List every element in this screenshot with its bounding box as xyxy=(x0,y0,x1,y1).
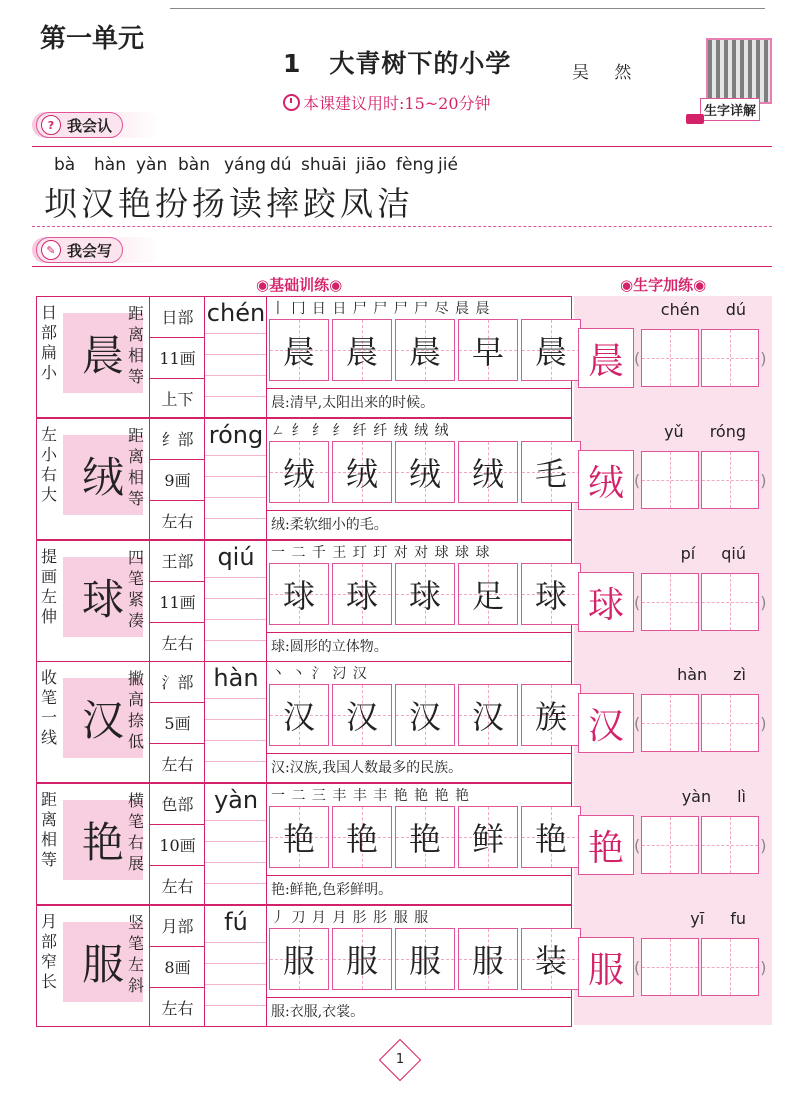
char-info xyxy=(149,784,205,904)
magnifier-icon: ? xyxy=(41,115,61,135)
practice-boxes xyxy=(578,450,768,510)
char-card xyxy=(36,905,572,1027)
grid-char: 汉 xyxy=(471,698,504,736)
grid-char: 绒 xyxy=(345,455,378,493)
basic-label-text: 基础训练 xyxy=(269,276,330,294)
pinyin-box xyxy=(204,419,267,539)
grid-cell[interactable] xyxy=(395,684,455,746)
answer-box[interactable] xyxy=(641,451,699,509)
write-tag xyxy=(36,237,123,263)
extra-practice-row xyxy=(578,665,768,753)
grid-cell[interactable] xyxy=(269,319,329,381)
stroke-order: 丶 丶 氵 汈 汉 xyxy=(271,666,368,682)
grid-cell[interactable] xyxy=(458,319,518,381)
grid-char: 绒 xyxy=(408,455,441,493)
practice-area xyxy=(266,297,571,417)
grid-cell[interactable] xyxy=(521,441,581,503)
stroke-count: 10画 xyxy=(150,825,205,866)
recognize-label: 我会认 xyxy=(67,116,113,135)
grid-cell[interactable] xyxy=(521,319,581,381)
char-pinyin: qiú xyxy=(205,543,267,571)
answer-box[interactable] xyxy=(641,573,699,631)
practice-model-char: 服 xyxy=(578,937,634,997)
pinyin-box xyxy=(204,297,267,417)
practice-word-pinyin: yī xyxy=(690,909,705,928)
practice-model-char: 晨 xyxy=(578,328,634,388)
radical: 王部 xyxy=(150,541,205,582)
grid-cell[interactable] xyxy=(521,684,581,746)
lesson-title xyxy=(283,44,511,80)
char-card xyxy=(36,661,572,783)
answer-box[interactable] xyxy=(701,573,759,631)
write-rule xyxy=(32,266,772,267)
grid-char: 晨 xyxy=(534,333,567,371)
practice-area xyxy=(266,906,571,1026)
grid-char: 鲜 xyxy=(471,820,504,858)
answer-box[interactable] xyxy=(641,694,699,752)
grid-cell[interactable] xyxy=(395,563,455,625)
grid-cell[interactable] xyxy=(269,928,329,990)
practice-word-pinyin: yǔ xyxy=(664,422,684,441)
recognize-tag xyxy=(36,112,123,138)
answer-box[interactable] xyxy=(641,816,699,874)
pinyin-1: hàn xyxy=(94,155,126,175)
extra-label-text: 生字加练 xyxy=(633,276,694,294)
grid-cell[interactable] xyxy=(395,928,455,990)
grid-char: 球 xyxy=(408,577,441,615)
recognize-rule xyxy=(32,146,772,147)
stroke-order: 一 二 三 丰 丰 丰 艳 艳 艳 艳 xyxy=(271,788,471,804)
grid-char: 晨 xyxy=(345,333,378,371)
model-char: 服 xyxy=(63,922,143,1002)
stroke-order: 丿 刀 月 月 肜 肜 服 服 xyxy=(271,910,430,926)
tracing-grid xyxy=(269,563,584,625)
tracing-grid xyxy=(269,441,584,503)
answer-box[interactable] xyxy=(701,451,759,509)
meaning: 球:圆形的立体物。 xyxy=(267,632,571,661)
lesson-title-text: 大青树下的小学 xyxy=(329,49,512,78)
pinyin-box xyxy=(204,541,267,661)
practice-pinyin xyxy=(578,300,768,326)
grid-char: 汉 xyxy=(408,698,441,736)
pinyin-3: bàn xyxy=(178,155,210,175)
answer-box[interactable] xyxy=(701,329,759,387)
time-hint-text: 本课建议用时:15~20分钟 xyxy=(303,94,491,113)
structure-tip: 竖笔左斜 xyxy=(127,913,144,995)
grid-char: 艳 xyxy=(282,820,315,858)
time-hint xyxy=(283,91,491,114)
char-card xyxy=(36,783,572,905)
model-char: 汉 xyxy=(63,678,143,758)
answer-box[interactable] xyxy=(641,938,699,996)
char-pinyin: yàn xyxy=(205,786,267,814)
tracing-grid xyxy=(269,319,584,381)
answer-parens: ( ) xyxy=(634,451,767,509)
grid-char: 足 xyxy=(471,577,504,615)
extra-practice-row xyxy=(578,300,768,388)
basic-training-label: ◉基础训练◉ xyxy=(256,276,343,294)
answer-box[interactable] xyxy=(701,938,759,996)
practice-word-pinyin: chén xyxy=(660,300,700,319)
answer-box[interactable] xyxy=(701,816,759,874)
model-char: 艳 xyxy=(63,800,143,880)
practice-area xyxy=(266,541,571,661)
radical: 月部 xyxy=(150,906,205,947)
structure: 上下 xyxy=(161,390,194,410)
extra-practice-row xyxy=(578,544,768,632)
practice-boxes xyxy=(578,693,768,753)
grid-char: 绒 xyxy=(471,455,504,493)
qr-label[interactable]: 生字详解 xyxy=(700,98,760,121)
pinyin-2: yàn xyxy=(136,155,168,175)
grid-cell[interactable] xyxy=(269,684,329,746)
meaning: 绒:柔软细小的毛。 xyxy=(267,510,571,539)
writing-hint: 距离相等 xyxy=(40,790,57,869)
practice-word-pinyin: yàn xyxy=(681,787,712,806)
model-char: 绒 xyxy=(63,435,143,515)
practice-word-pinyin: fu xyxy=(730,909,746,928)
structure: 左右 xyxy=(161,755,194,775)
meaning: 晨:清早,太阳出来的时候。 xyxy=(267,388,571,417)
pinyin-box xyxy=(204,662,267,782)
structure-tip: 距离相等 xyxy=(127,426,144,508)
stroke-count: 11画 xyxy=(150,582,205,623)
answer-parens: ( ) xyxy=(634,938,767,996)
grid-cell[interactable] xyxy=(395,806,455,868)
grid-char: 艳 xyxy=(408,820,441,858)
recognize-chars: 坝汉艳扮扬读摔跤凤洁 xyxy=(44,184,414,223)
writing-hint: 收笔一线 xyxy=(40,668,57,747)
pinyin-6: shuāi xyxy=(301,155,347,175)
practice-pinyin xyxy=(578,909,768,935)
grid-char: 早 xyxy=(471,333,504,371)
practice-boxes xyxy=(578,815,768,875)
grid-char: 球 xyxy=(345,577,378,615)
tracing-grid xyxy=(269,806,584,868)
grid-char: 晨 xyxy=(282,333,315,371)
grid-cell[interactable] xyxy=(332,441,392,503)
grid-cell[interactable] xyxy=(458,563,518,625)
tracing-grid xyxy=(269,684,584,746)
pinyin-box xyxy=(204,906,267,1026)
practice-area xyxy=(266,662,571,782)
char-pinyin: chén xyxy=(206,299,266,327)
stroke-count: 5画 xyxy=(150,703,205,744)
grid-char: 服 xyxy=(345,942,378,980)
char-info xyxy=(149,662,205,782)
grid-cell[interactable] xyxy=(395,441,455,503)
structure-tip: 撇高捺低 xyxy=(127,669,144,751)
write-label: 我会写 xyxy=(67,241,113,260)
structure: 左右 xyxy=(161,512,194,532)
practice-model-char: 球 xyxy=(578,572,634,632)
grid-cell[interactable] xyxy=(521,563,581,625)
practice-word-pinyin: hàn xyxy=(677,665,708,684)
grid-cell[interactable] xyxy=(332,684,392,746)
practice-boxes xyxy=(578,328,768,388)
author: 吴 然 xyxy=(572,63,642,83)
practice-word-pinyin: qiú xyxy=(721,544,746,563)
structure: 左右 xyxy=(161,999,194,1019)
grid-cell[interactable] xyxy=(269,563,329,625)
structure-tip: 四笔紧凑 xyxy=(127,548,144,630)
writing-hint: 提画左伸 xyxy=(40,547,57,626)
recognize-dash-rule xyxy=(32,226,772,227)
writing-hint: 日部扁小 xyxy=(40,303,57,382)
answer-parens: ( ) xyxy=(634,694,767,752)
pinyin-9: jié xyxy=(438,155,458,175)
structure-tip: 横笔右展 xyxy=(127,791,144,873)
pinyin-7: jiāo xyxy=(356,155,387,175)
stroke-count: 9画 xyxy=(150,460,205,501)
radical: 纟部 xyxy=(150,419,205,460)
grid-char: 汉 xyxy=(345,698,378,736)
char-pinyin: fú xyxy=(205,908,267,936)
grid-char: 装 xyxy=(534,942,567,980)
radical: 氵部 xyxy=(150,662,205,703)
structure: 左右 xyxy=(161,634,194,654)
top-rule xyxy=(170,8,765,9)
pinyin-4: yáng xyxy=(224,155,267,175)
model-char: 晨 xyxy=(63,313,143,393)
grid-char: 艳 xyxy=(345,820,378,858)
answer-box[interactable] xyxy=(641,329,699,387)
char-info xyxy=(149,906,205,1026)
grid-cell[interactable] xyxy=(458,806,518,868)
radical: 色部 xyxy=(150,784,205,825)
grid-char: 服 xyxy=(471,942,504,980)
stroke-order: ㄥ 纟 纟 纟 纤 纤 绒 绒 绒 xyxy=(271,423,450,439)
char-info xyxy=(149,541,205,661)
model-char: 球 xyxy=(63,557,143,637)
practice-word-pinyin: dú xyxy=(725,300,746,319)
pencil-icon: ✎ xyxy=(41,240,61,260)
grid-char: 毛 xyxy=(534,455,567,493)
grid-cell[interactable] xyxy=(521,806,581,868)
writing-hint: 月部窄长 xyxy=(40,912,57,991)
stroke-order: 一 二 千 王 玎 玎 对 对 球 球 球 xyxy=(271,545,491,561)
pointer-icon xyxy=(686,114,704,124)
clock-icon xyxy=(283,94,300,111)
pinyin-8: fèng xyxy=(396,155,435,175)
practice-area xyxy=(266,784,571,904)
char-pinyin: róng xyxy=(205,421,267,449)
grid-char: 族 xyxy=(534,698,567,736)
answer-parens: ( ) xyxy=(634,573,767,631)
grid-cell[interactable] xyxy=(458,441,518,503)
practice-word-pinyin: zì xyxy=(733,665,746,684)
stroke-order: 丨 冂 日 日 尸 尸 尸 尸 尽 晨 晨 xyxy=(271,301,491,317)
practice-word-pinyin: róng xyxy=(709,422,746,441)
char-info xyxy=(149,297,205,417)
structure-tip: 距离相等 xyxy=(127,304,144,386)
grid-cell[interactable] xyxy=(269,441,329,503)
practice-boxes xyxy=(578,572,768,632)
extra-practice-row xyxy=(578,909,768,997)
grid-char: 艳 xyxy=(534,820,567,858)
page-number-badge xyxy=(379,1039,421,1081)
practice-model-char: 艳 xyxy=(578,815,634,875)
practice-pinyin xyxy=(578,665,768,691)
practice-model-char: 汉 xyxy=(578,693,634,753)
practice-pinyin xyxy=(578,544,768,570)
practice-word-pinyin: pí xyxy=(680,544,696,563)
page-number: 1 xyxy=(395,1052,405,1067)
grid-char: 服 xyxy=(408,942,441,980)
grid-char: 服 xyxy=(282,942,315,980)
lesson-number: 1 xyxy=(283,49,302,78)
grid-char: 汉 xyxy=(282,698,315,736)
char-card xyxy=(36,540,572,662)
pinyin-0: bà xyxy=(54,155,76,175)
structure: 左右 xyxy=(161,877,194,897)
pinyin-box xyxy=(204,784,267,904)
extra-practice-row xyxy=(578,787,768,875)
practice-word-pinyin: lì xyxy=(737,787,746,806)
answer-parens: ( ) xyxy=(634,816,767,874)
grid-cell[interactable] xyxy=(458,928,518,990)
grid-cell[interactable] xyxy=(332,806,392,868)
meaning: 汉:汉族,我国人数最多的民族。 xyxy=(267,753,571,782)
qr-code[interactable] xyxy=(706,38,772,104)
grid-cell[interactable] xyxy=(332,319,392,381)
stroke-count: 8画 xyxy=(150,947,205,988)
practice-boxes xyxy=(578,937,768,997)
grid-char: 绒 xyxy=(282,455,315,493)
grid-char: 晨 xyxy=(408,333,441,371)
writing-hint: 左小右大 xyxy=(40,425,57,504)
grid-cell[interactable] xyxy=(332,928,392,990)
grid-cell[interactable] xyxy=(458,684,518,746)
char-info xyxy=(149,419,205,539)
stroke-count: 11画 xyxy=(150,338,205,379)
radical: 日部 xyxy=(150,297,205,338)
answer-box[interactable] xyxy=(701,694,759,752)
char-card xyxy=(36,418,572,540)
tracing-grid xyxy=(269,928,584,990)
answer-parens: ( ) xyxy=(634,329,767,387)
practice-model-char: 绒 xyxy=(578,450,634,510)
char-pinyin: hàn xyxy=(205,664,267,692)
practice-pinyin xyxy=(578,422,768,448)
extra-practice-row xyxy=(578,422,768,510)
char-card xyxy=(36,296,572,418)
grid-cell[interactable] xyxy=(269,806,329,868)
grid-char: 球 xyxy=(282,577,315,615)
grid-char: 球 xyxy=(534,577,567,615)
practice-area xyxy=(266,419,571,539)
extra-practice-label: ◉生字加练◉ xyxy=(620,276,707,294)
meaning: 服:衣服,衣裳。 xyxy=(267,997,571,1026)
pinyin-5: dú xyxy=(270,155,292,175)
unit-title: 第一单元 xyxy=(40,24,145,54)
practice-pinyin xyxy=(578,787,768,813)
grid-cell[interactable] xyxy=(332,563,392,625)
grid-cell[interactable] xyxy=(521,928,581,990)
meaning: 艳:鲜艳,色彩鲜明。 xyxy=(267,875,571,904)
grid-cell[interactable] xyxy=(395,319,455,381)
